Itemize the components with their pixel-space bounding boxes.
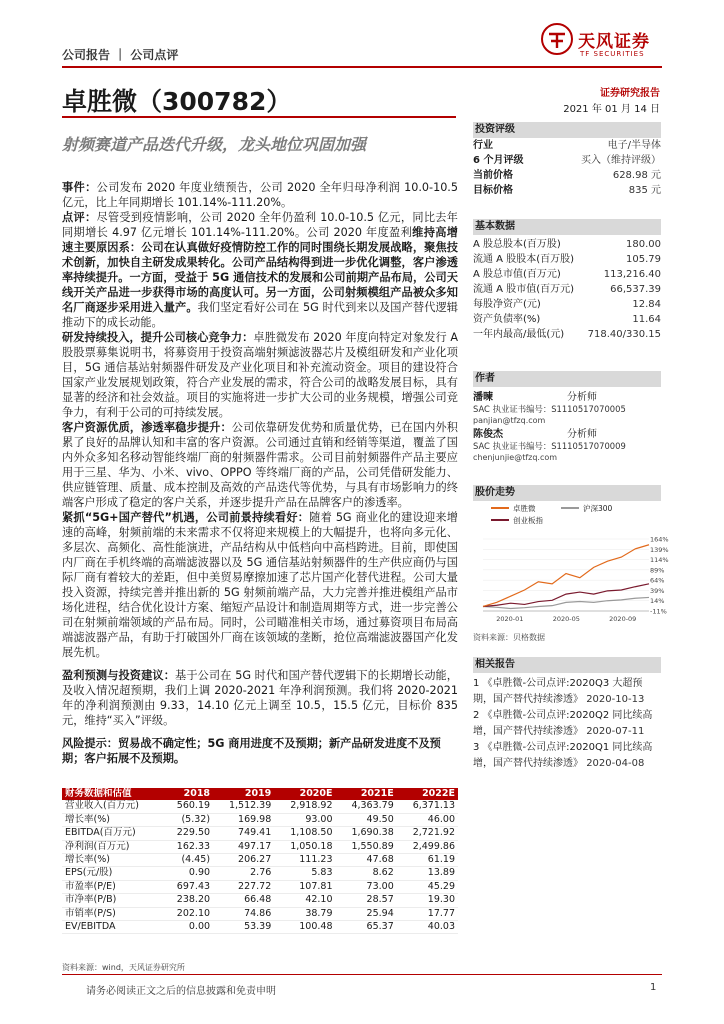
y-tick-label: 114% (650, 556, 669, 565)
legend-label: 卓胜微 (513, 504, 536, 513)
author-role: 分析师 (567, 429, 597, 440)
basic-value: 66,537.39 (610, 284, 661, 295)
table-cell: 206.27 (213, 854, 274, 867)
table-cell: 162.33 (163, 840, 213, 853)
series-line (483, 584, 649, 607)
rating-row (473, 168, 661, 183)
author-name: 潘暕 (473, 392, 493, 403)
table-cell: 25.94 (336, 907, 397, 920)
basic-data-row (473, 327, 661, 342)
table-cell: (5.32) (163, 813, 213, 826)
paragraph-5g (62, 510, 458, 660)
related-report-title: 2 《卓胜微-公司点评:2020Q2 同比续高增，国产替代持续渗透》 (473, 710, 653, 737)
section-title: 作者 (473, 371, 661, 387)
table-cell: 0.90 (163, 867, 213, 880)
table-cell: 749.41 (213, 827, 274, 840)
basic-value: 105.79 (626, 254, 661, 265)
table-cell: 28.57 (336, 894, 397, 907)
table-cell: EV/EBITDA (62, 921, 163, 934)
author-email[interactable]: chenjunjie@tfzq.com (473, 453, 558, 462)
rating-value: 电子/半导体 (607, 140, 661, 151)
table-cell: 市盈率(P/E) (62, 880, 163, 893)
risk-warning: 风险提示：贸易战不确定性；5G 商用进度不及预期；新产品研发进度不及预期；客户拓展不及预期。 (62, 737, 441, 765)
basic-data-row (473, 237, 661, 252)
paragraph-text: 基于公司在 5G 时代和国产替代逻辑下的长期增长动能，及收入情况超预期，我们上调 2020-2021 年净利润预测。我们将 2020-2021 年的净利润预测由 9.33，14.10 亿元上调至 10.5，15.5 亿元，目标价 835 元，维持“买入”评级。 (62, 669, 458, 727)
related-report-title: 1 《卓胜微-公司点评:2020Q3 大超预期，国产替代持续渗透》 (473, 678, 643, 705)
page-title: 卓胜微（300782） (62, 87, 292, 116)
table-cell: 73.00 (336, 880, 397, 893)
table-cell: 42.10 (274, 894, 335, 907)
section-title: 投资评级 (473, 122, 661, 138)
paragraph-forecast (62, 668, 458, 728)
basic-data-section (473, 219, 661, 342)
report-body (62, 180, 458, 728)
related-report-title: 3 《卓胜微-公司点评:2020Q1 同比续高增，国产替代持续渗透》 (473, 742, 653, 769)
related-reports-section (473, 657, 661, 772)
table-cell: 497.17 (213, 840, 274, 853)
table-cell: 6,371.13 (397, 800, 458, 813)
table-header: 2021E (336, 788, 397, 800)
legend-label: 创业板指 (513, 516, 543, 525)
table-cell: 49.50 (336, 813, 397, 826)
table-cell: 1,512.39 (213, 800, 274, 813)
paragraph-bold: 维持高增速主要原因系：公司在认真做好疫情防控工作的同时围绕长期发展战略，聚焦技术创新，加快自主研发成果转化。公司产品结构得到进一步优化调整，客户渗透率持续提升。一方面，受益于 5G 通信技术的发展和公司前期产品布局，公司天线开关产品进一步获得市场的高度认可。另一方面，公司射频模组产品被众多知名厂商逐步采用进入量产。 (62, 226, 458, 314)
paragraph-text: 卓胜微发布 2020 年度向特定对象发行 A 股股票募集说明书，将募资用于投资高端射频滤波器芯片及模组研发和产业化项目，5G 通信基站射频器件研发及产业化项目和补充流动资金。项目的建设符合国家产业发展规划政策，符合产业发展的需求，符合公司的战略发展目标，具有显著的经济和社会效益。项目的实施将进一步扩大公司的业务规模，增强公司竞争力，有利于公司的可持续发展。 (62, 331, 458, 419)
y-tick-label: 89% (650, 566, 665, 575)
table-cell: 0.00 (163, 921, 213, 934)
basic-key: A 股总市值(百万元) (473, 269, 561, 280)
table-source: 资料来源：wind，天风证券研究所 (62, 963, 185, 972)
basic-key: 每股净资产(元) (473, 299, 541, 310)
table-row (62, 894, 458, 907)
table-cell: 38.79 (274, 907, 335, 920)
table-cell: 2,721.92 (397, 827, 458, 840)
x-tick-label: 2020-01 (496, 615, 524, 623)
paragraph-text: 尽管受到疫情影响，公司 2020 全年仍盈利 10.0-10.5 亿元，同比去年同期增长 4.97 亿元增长 101.14%-111.20%。公司 2020 年度盈利 (62, 211, 458, 239)
author-card (473, 428, 661, 463)
basic-value: 11.64 (632, 314, 661, 325)
paragraph-lead: 事件： (62, 181, 97, 194)
table-cell: 增长率(%) (62, 813, 163, 826)
section-title: 股价走势 (473, 485, 661, 501)
y-tick-label: 64% (650, 576, 665, 585)
legend-label: 沪深300 (583, 504, 613, 513)
author-role: 分析师 (567, 392, 597, 403)
table-header: 财务数据和估值 (62, 788, 163, 800)
table-cell: 1,108.50 (274, 827, 335, 840)
table-cell: 2,918.92 (274, 800, 335, 813)
stock-chart-section (473, 485, 669, 643)
y-tick-label: 39% (650, 586, 665, 595)
table-cell: 40.03 (397, 921, 458, 934)
table-row (62, 921, 458, 934)
table-cell: 8.62 (336, 867, 397, 880)
table-cell: 4,363.79 (336, 800, 397, 813)
paragraph-lead: 点评： (62, 211, 97, 224)
x-tick-label: 2020-09 (609, 615, 637, 623)
table-cell: 47.68 (336, 854, 397, 867)
rating-row (473, 138, 661, 153)
table-cell: 2,499.86 (397, 840, 458, 853)
section-title: 基本数据 (473, 219, 661, 235)
footer-divider (62, 974, 662, 975)
report-date: 2021 年 01 月 14 日 (563, 104, 660, 115)
table-row (62, 800, 458, 813)
rating-key: 当前价格 (473, 170, 513, 181)
table-cell: EPS(元/股) (62, 867, 163, 880)
basic-data-row (473, 252, 661, 267)
rating-key: 6 个月评级 (473, 155, 524, 166)
related-report-date: 2020-04-08 (586, 758, 645, 769)
basic-data-row (473, 282, 661, 297)
related-report-item[interactable] (473, 708, 661, 740)
table-cell: 66.48 (213, 894, 274, 907)
table-row (62, 840, 458, 853)
x-tick-label: 2020-05 (552, 615, 580, 623)
basic-data-row (473, 267, 661, 282)
table-row (62, 827, 458, 840)
paragraph-lead: 盈利预测与投资建议： (62, 669, 176, 682)
table-cell: 61.19 (397, 854, 458, 867)
table-cell: 1,690.38 (336, 827, 397, 840)
table-cell: 229.50 (163, 827, 213, 840)
rating-key: 目标价格 (473, 185, 513, 196)
table-header: 2018 (163, 788, 213, 800)
paragraph-text: 随着 5G 商业化的建设迎来增速的高峰，射频前端的未来需求不仅将迎来规模上的大幅提升，也将向多元化、多层次、高频化、高性能演进，产品结构从中低档向中高档跨进。目前，即使国内厂商在手机终端的高端滤波器以及 5G 通信基站射频器件的生产供应商仍与国际厂商有着较大的差距，但中美贸易摩擦加速了芯片国产化替代进程。公司大量投入资源，持续完善并推出新的 5G 射频前端产品，大力完善并推进模组产品市场化进程，结合优化设计方案、缩短产品设计和制造周期等方式，进一步完善公司在射频前端领域的产品布局。同时，公司瞄准相关市场，通过募资项目布局高端滤波器产品，有助于打破国外厂商在该领域的垄断，抢位高端滤波器国产化发展先机。 (62, 511, 458, 659)
brand-name-en: TF SECURITIES (580, 50, 645, 58)
basic-value: 113,216.40 (603, 269, 661, 280)
table-cell: 93.00 (274, 813, 335, 826)
authors-section (473, 371, 661, 465)
table-cell: 45.29 (397, 880, 458, 893)
table-cell: 202.10 (163, 907, 213, 920)
basic-key: 资产负债率(%) (473, 314, 541, 325)
page-subtitle: 射频赛道产品迭代升级，龙头地位巩固加强 (62, 135, 367, 154)
table-cell: 2.76 (213, 867, 274, 880)
rating-key: 行业 (473, 140, 493, 151)
related-report-date: 2020-07-11 (586, 726, 645, 737)
table-cell: 111.23 (274, 854, 335, 867)
table-cell: 市销率(P/S) (62, 907, 163, 920)
paragraph-text: 公司发布 2020 年度业绩预告，公司 2020 全年归母净利润 10.0-10.5 亿元，比上年同期增长 101.14%-111.20%。 (62, 181, 458, 209)
tf-logo-icon (540, 22, 574, 56)
basic-key: A 股总股本(百万股) (473, 239, 561, 250)
report-type: 证券研究报告 (600, 88, 660, 99)
series-line (483, 597, 649, 608)
table-cell: 13.89 (397, 867, 458, 880)
table-cell: (4.45) (163, 854, 213, 867)
table-header: 2022E (397, 788, 458, 800)
table-row (62, 880, 458, 893)
table-header: 2020E (274, 788, 335, 800)
basic-key: 流通 A 股市值(百万元) (473, 284, 575, 295)
series-line (483, 545, 649, 607)
paragraph-event (62, 180, 458, 210)
table-cell: 53.39 (213, 921, 274, 934)
table-header: 2019 (213, 788, 274, 800)
basic-value: 718.40/330.15 (587, 329, 661, 340)
table-cell: 697.43 (163, 880, 213, 893)
paragraph-rnd (62, 330, 458, 420)
basic-data-row (473, 312, 661, 327)
rating-row (473, 183, 661, 198)
related-report-date: 2020-10-13 (586, 694, 645, 705)
related-report-item[interactable] (473, 740, 661, 772)
paragraph-lead: 紧抓“5G+国产替代”机遇，公司前景持续看好： (62, 511, 310, 524)
table-cell: 5.83 (274, 867, 335, 880)
report-category: 公司报告 ｜ 公司点评 (62, 48, 179, 62)
paragraph-lead: 客户资源优质，渗透率稳步提升： (62, 421, 232, 434)
table-cell: 227.72 (213, 880, 274, 893)
table-row (62, 907, 458, 920)
author-name: 陈俊杰 (473, 429, 503, 440)
paragraph-text: 公司依靠研发优势和质量优势，已在国内外积累了良好的品牌认知和丰富的客户资源。公司通过直销和经销等渠道，覆盖了国内外众多知名移动智能终端厂商的射频器件需求。公司目前射频器件产品主要应用于三星、华为、小米、vivo、OPPO 等终端厂商的产品，公司凭借研发能力、供应链管理、质量、成本控制及高效的产品迭代等优势，与具有市场影响力的终端客户形成了稳定的客户关系，并逐步提升产品在品牌客户的渗透率。 (62, 421, 458, 509)
author-cert: SAC 执业证书编号：S1110517070005 (473, 404, 626, 414)
rating-value: 835 元 (628, 185, 661, 196)
table-cell: 65.37 (336, 921, 397, 934)
rating-section (473, 122, 661, 198)
table-cell: 46.00 (397, 813, 458, 826)
y-tick-label: 14% (650, 597, 665, 606)
author-email[interactable]: panjian@tfzq.com (473, 416, 546, 425)
table-row (62, 854, 458, 867)
brand-name: 天风证券 (578, 32, 650, 52)
paragraph-comment (62, 210, 458, 330)
paragraph-lead: 研发持续投入，提升公司核心竞争力： (62, 331, 254, 344)
page-number: 1 (650, 982, 657, 993)
table-cell: 营业收入(百万元) (62, 800, 163, 813)
table-row (62, 813, 458, 826)
financial-table (62, 788, 458, 934)
table-cell: 市净率(P/B) (62, 894, 163, 907)
table-cell: 238.20 (163, 894, 213, 907)
paragraph-text: 我们坚定看好公司在 5G 时代到来以及国产替代逻辑推动下的成长动能。 (62, 301, 458, 329)
related-report-item[interactable] (473, 676, 661, 708)
rating-row (473, 153, 661, 168)
table-cell: 净利润(百万元) (62, 840, 163, 853)
y-tick-label: -11% (650, 607, 667, 616)
basic-key: 一年内最高/最低(元) (473, 329, 565, 340)
table-cell: 74.86 (213, 907, 274, 920)
y-tick-label: 139% (650, 545, 669, 554)
title-divider (62, 116, 456, 118)
rating-value: 628.98 元 (612, 170, 661, 181)
table-cell: 1,550.89 (336, 840, 397, 853)
section-title: 相关报告 (473, 657, 661, 673)
header-divider (62, 66, 662, 68)
stock-line-chart (473, 501, 669, 629)
author-cert: SAC 执业证书编号：S1110517070009 (473, 441, 626, 451)
basic-data-row (473, 297, 661, 312)
table-cell: EBITDA(百万元) (62, 827, 163, 840)
table-cell: 19.30 (397, 894, 458, 907)
table-cell: 560.19 (163, 800, 213, 813)
table-cell: 1,050.18 (274, 840, 335, 853)
disclaimer: 请务必阅读正文之后的信息披露和免责申明 (86, 986, 276, 997)
rating-value: 买入（维持评级） (581, 155, 661, 166)
table-cell: 增长率(%) (62, 854, 163, 867)
basic-value: 12.84 (632, 299, 661, 310)
author-card (473, 391, 661, 426)
paragraph-customers (62, 420, 458, 510)
chart-source: 资料来源：贝格数据 (473, 633, 545, 642)
table-cell: 100.48 (274, 921, 335, 934)
table-cell: 169.98 (213, 813, 274, 826)
table-row (62, 867, 458, 880)
y-tick-label: 164% (650, 535, 669, 544)
basic-value: 180.00 (626, 239, 661, 250)
table-cell: 107.81 (274, 880, 335, 893)
table-cell: 17.77 (397, 907, 458, 920)
basic-key: 流通 A 股股本(百万股) (473, 254, 575, 265)
